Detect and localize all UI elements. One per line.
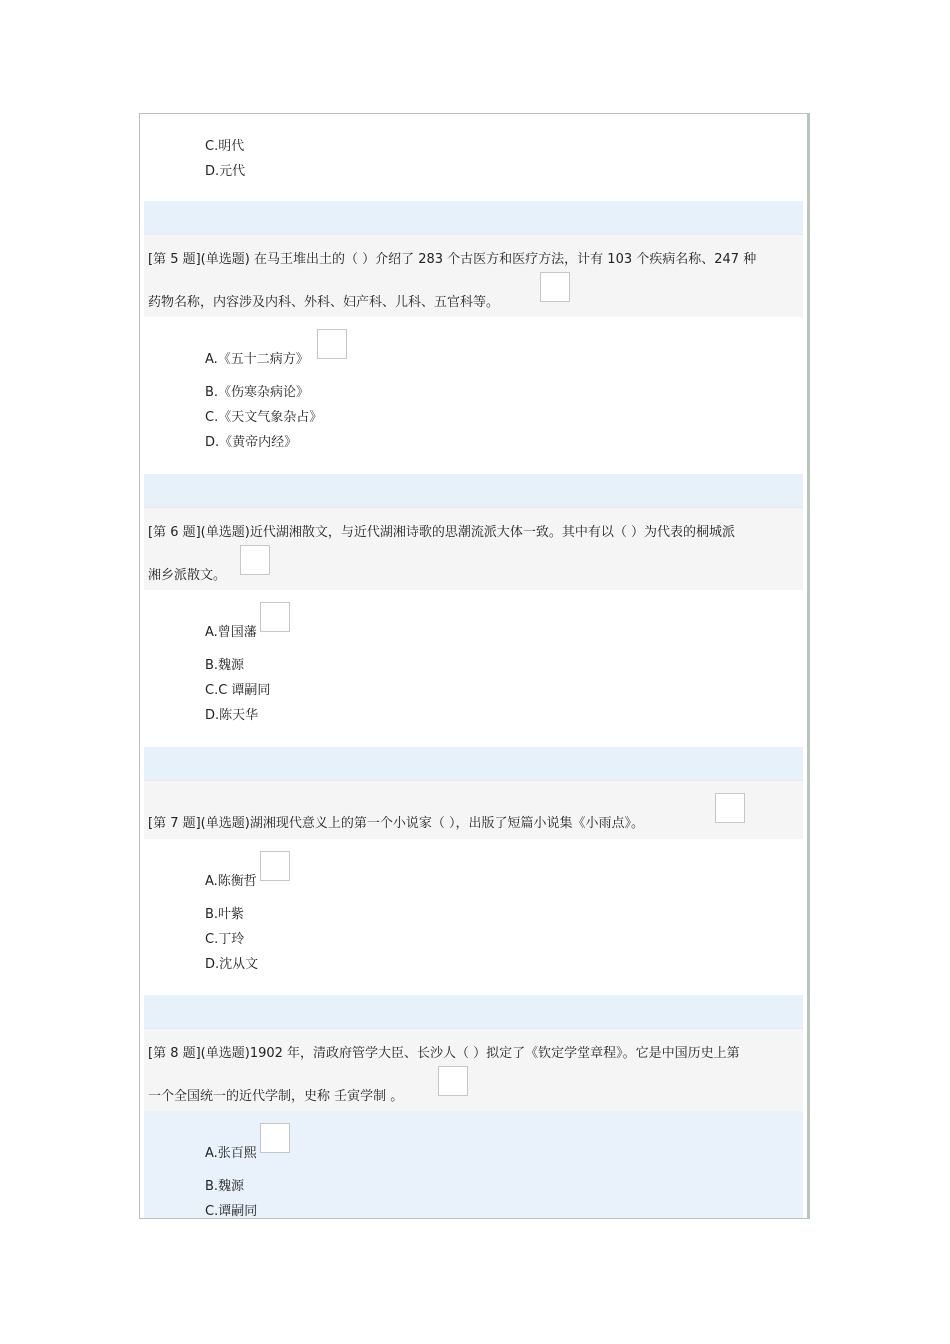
q6-option-a[interactable]: A.曾国藩: [205, 625, 257, 640]
option-image-box: [260, 851, 290, 881]
q7-option-a[interactable]: A.陈衡哲: [205, 874, 257, 889]
q7-options: [144, 839, 803, 995]
option-image-box: [317, 329, 347, 359]
q6-text-line1: [第 6 题](单选题)近代湖湘散文，与近代湖湘诗歌的思潮流派大体一致。其中有以（ ）为代表的桐城派: [148, 525, 735, 540]
q8-text-line1: [第 8 题](单选题)1902 年，清政府管学大臣、长沙人（ ）拟定了《钦定学堂章程》。它是中国历史上第: [148, 1046, 740, 1061]
q5-text-line1: [第 5 题](单选题) 在马王堆出土的（ ）介绍了 283 个古医方和医疗方法，计有 103 个疾病名称、247 种: [148, 252, 757, 267]
q7-question: [144, 780, 803, 841]
separator: [144, 995, 803, 1028]
answer-input-box[interactable]: [240, 545, 270, 575]
q8-question: [144, 1028, 803, 1113]
q4-options: [144, 118, 803, 201]
q5-option-d[interactable]: D.《黄帝内经》: [205, 435, 298, 450]
q5-option-c[interactable]: C.《天文气象杂占》: [205, 410, 323, 425]
q4-option-c: C.明代: [205, 139, 245, 154]
q8-options: [144, 1111, 803, 1219]
q6-option-d[interactable]: D.陈天华: [205, 708, 259, 723]
q6-question: [144, 507, 803, 592]
quiz-content: [144, 118, 803, 1218]
q5-option-a[interactable]: A.《五十二病方》: [205, 352, 309, 367]
q6-options: [144, 590, 803, 747]
q5-option-b[interactable]: B.《伤寒杂病论》: [205, 385, 310, 400]
q8-option-a[interactable]: A.张百熙: [205, 1146, 257, 1161]
q5-text-line2: 药物名称，内容涉及内科、外科、妇产科、儿科、五官科等。: [148, 295, 500, 310]
q6-text-line2: 湘乡派散文。: [148, 568, 227, 583]
separator: [144, 201, 803, 234]
separator: [144, 474, 803, 507]
q7-text-line1: [第 7 题](单选题)湖湘现代意义上的第一个小说家（ ），出版了短篇小说集《小雨点》。: [148, 816, 644, 831]
q7-option-d[interactable]: D.沈从文: [205, 957, 259, 972]
answer-input-box[interactable]: [715, 793, 745, 823]
option-image-box: [260, 602, 290, 632]
q5-options: [144, 317, 803, 474]
q5-question: [144, 234, 803, 319]
q8-option-b[interactable]: B.魏源: [205, 1179, 245, 1194]
q8-option-c[interactable]: C.谭嗣同: [205, 1204, 258, 1219]
q4-option-d: D.元代: [205, 164, 246, 179]
q6-option-c[interactable]: C.C 谭嗣同: [205, 683, 271, 698]
q7-option-b[interactable]: B.叶紫: [205, 907, 245, 922]
option-image-box: [260, 1123, 290, 1153]
q6-option-b[interactable]: B.魏源: [205, 658, 245, 673]
answer-input-box[interactable]: [438, 1066, 468, 1096]
q8-text-line2: 一个全国统一的近代学制，史称 壬寅学制 。: [148, 1089, 404, 1104]
quiz-frame: [139, 113, 810, 1219]
separator: [144, 747, 803, 780]
q7-option-c[interactable]: C.丁玲: [205, 932, 245, 947]
answer-input-box[interactable]: [540, 272, 570, 302]
